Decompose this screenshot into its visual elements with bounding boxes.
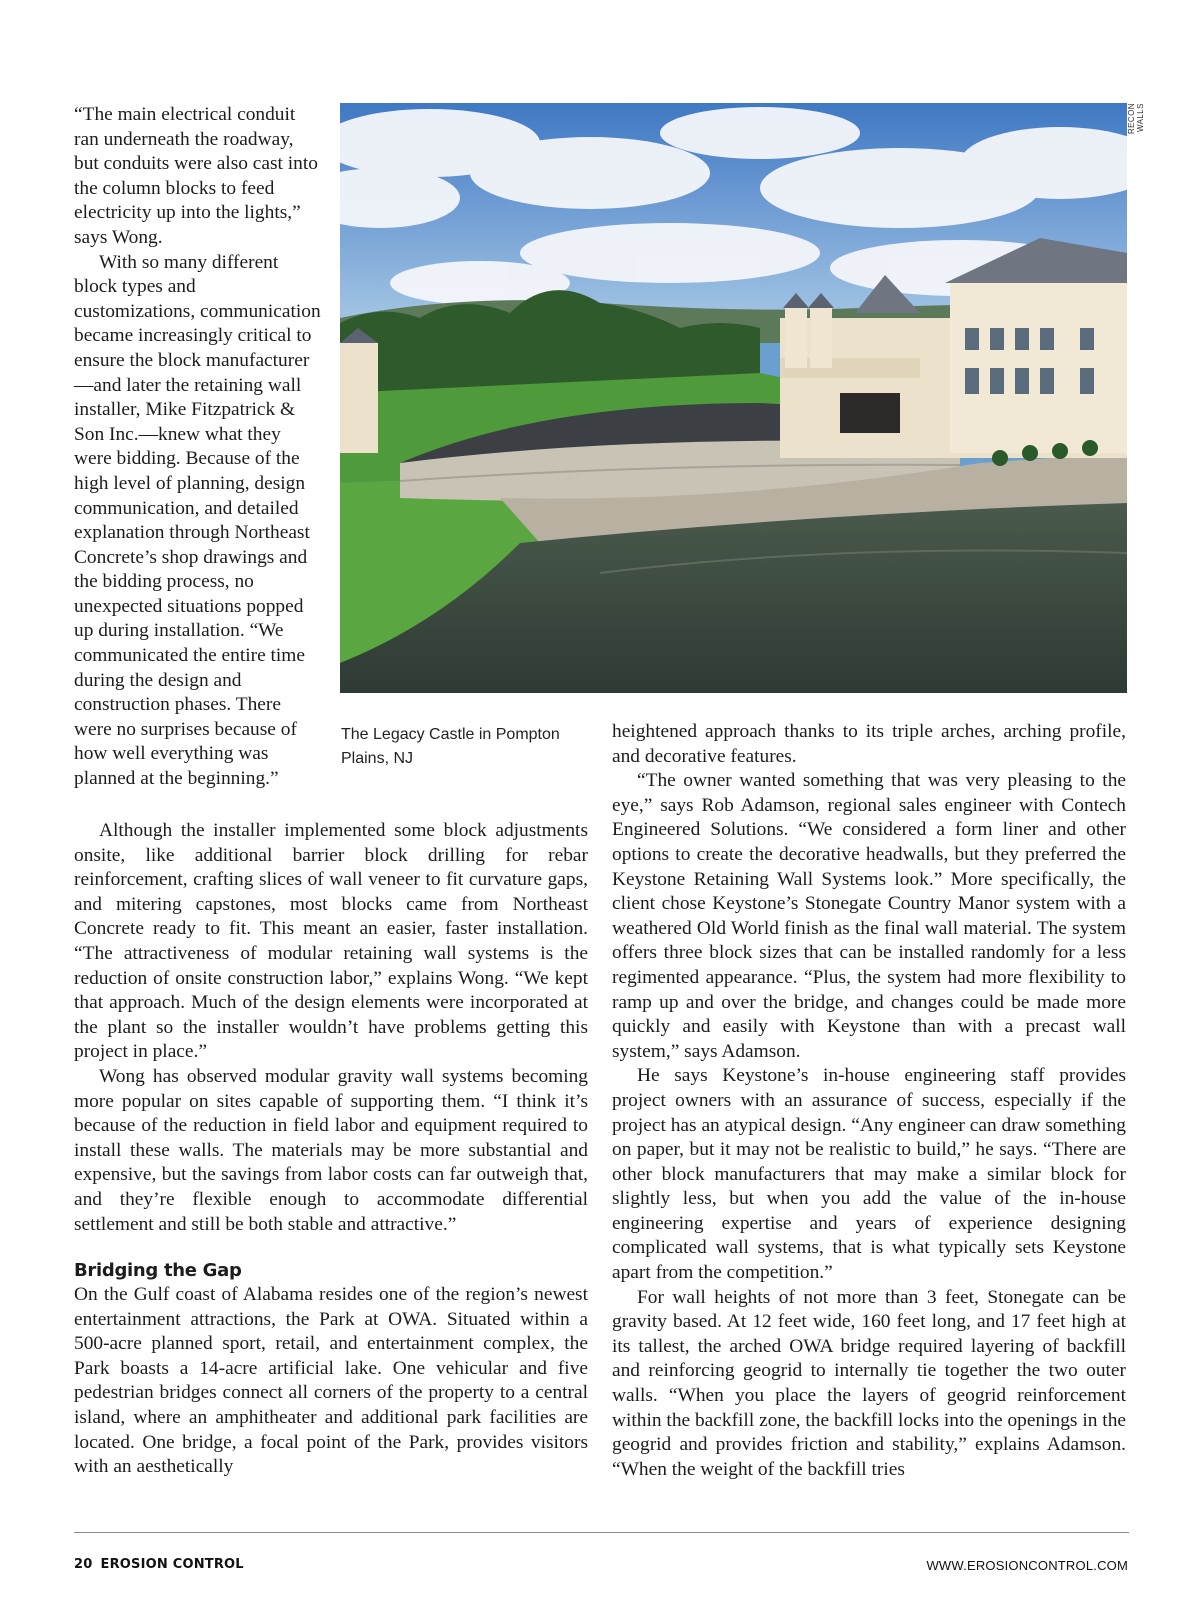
left-text-column <box>74 819 588 1480</box>
paragraph: He says Keystone’s in-house engineering staff provides project owners with an assurance of success, especially if the project has an atypical design. “Any engineer can draw something on paper, but it may not be realistic to build,” he says. “There are other block manufacturers that may make a similar block for slightly less, but when you add the value of the in-house engineering expertise and years of experience designing complicated wall systems, that is what typically sets Keystone apart from the competition.” <box>612 1065 1126 1284</box>
paragraph: “The owner wanted something that was very pleasing to the eye,” says Rob Adamson, regional sales engineer with Contech Engineered Solutions. “We considered a form liner and other options to create the decorative headwalls, but they preferred the Keystone Retaining Wall Systems look.” More specifically, the client chose Keystone’s Stonegate Country Manor system with a weathered Old World finish as the final wall material. The system offers three block sizes that can be installed randomly for a less regimented appearance. “Plus, the system had more flexibility to ramp up and over the bridge, and changes could be made more quickly and easily with Keystone than with a precast wall system,” says Adamson. <box>612 770 1126 1062</box>
right-text-column <box>612 720 1126 1482</box>
page-number: 20 <box>74 1557 93 1572</box>
photo-credit: RECON WALLS <box>1127 103 1145 134</box>
narrow-text-column <box>74 103 321 792</box>
publication-name: EROSION CONTROL <box>100 1557 244 1572</box>
paragraph: Although the installer implemented some block adjustments onsite, like additional barrier block drilling for rebar reinforcement, crafting slices of wall veneer to fit curvature gaps, and mitering capstones, most blocks came from Northeast Concrete ready to fit. This meant an easier, faster installation. “The attractiveness of modular retaining wall systems is the reduction of onsite construction labor,” explains Wong. “We kept that approach. Much of the design elements were incorporated at the plant so the installer wouldn’t have problems getting this project in place.” <box>74 820 588 1063</box>
footer-rule <box>74 1532 1129 1533</box>
paragraph: heightened approach thanks to its triple arches, arching profile, and decorative features. <box>612 721 1126 767</box>
photo-caption: The Legacy Castle in Pompton Plains, NJ <box>341 726 560 767</box>
paragraph: “The main electrical conduit ran underneath the roadway, but conduits were also cast into the column blocks to feed electricity up into the lights,” says Wong. <box>74 104 318 248</box>
paragraph: For wall heights of not more than 3 feet, Stonegate can be gravity based. At 12 feet wide, 160 feet long, and 17 feet high at its tallest, the arched OWA bridge required layering of backfill and reinforcing geogrid to internally tie together the two outer walls. “When you place the layers of geogrid reinforcement within the backfill zone, the backfill locks into the openings in the geogrid and provides friction and stability,” explains Adamson. “When the weight of the backfill tries <box>612 1286 1126 1480</box>
paragraph: With so many different block types and customizations, communication became increasingly critical to ensure the block manufacturer—and later the retaining wall installer, Mike Fitzpatrick & Son Inc.—knew what they were bidding. Because of the high level of planning, design communication, and detailed explanation through Northeast Concrete’s shop drawings and the bidding process, no unexpected situations popped up during installation. “We communicated the entire time during the design and construction phases. There were no surprises because of how well everything was planned at the beginning.” <box>74 251 321 790</box>
footer-folio <box>74 1557 244 1572</box>
paragraph: Wong has observed modular gravity wall systems becoming more popular on sites capable of supporting them. “I think it’s because of the reduction in field labor and equipment required to install these walls. The materials may be more substantial and expensive, but the savings from labor costs can far outweigh that, and they’re flexible enough to accommodate differential settlement and still be both stable and attractive.” <box>74 1065 588 1235</box>
castle-photo <box>340 103 1127 693</box>
section-subhead: Bridging the Gap <box>74 1260 242 1282</box>
footer-website: WWW.EROSIONCONTROL.COM <box>926 1558 1128 1573</box>
paragraph: On the Gulf coast of Alabama resides one of the region’s newest entertainment attractions, the Park at OWA. Situated within a 500-acre planned sport, retail, and entertainment complex, the Park boasts a 14-acre artificial lake. One vehicular and five pedestrian bridges connect all corners of the property to a central island, where an amphitheater and additional park facilities are located. One bridge, a focal point of the Park, provides visitors with an aesthetically <box>74 1284 588 1478</box>
